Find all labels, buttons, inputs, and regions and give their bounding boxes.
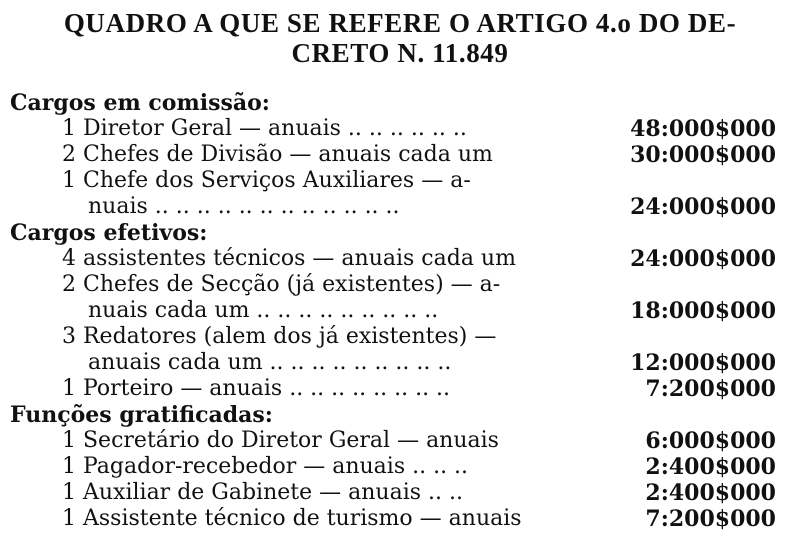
list-item xyxy=(0,246,800,272)
entry-amount: 2:400$000 xyxy=(645,454,776,480)
section-heading-text: Cargos em comissão: xyxy=(10,90,270,116)
entry-amount: 7:200$000 xyxy=(645,506,776,532)
entry-text: 1 Pagador-recebedor — anuais .. .. .. xyxy=(62,454,469,479)
section-heading xyxy=(0,90,800,116)
list-item-continuation xyxy=(0,350,800,376)
list-item xyxy=(0,168,800,194)
entry-text: 2 Chefes de Divisão — anuais cada um xyxy=(62,142,493,167)
entry-text: 1 Porteiro — anuais .. .. .. .. .. .. .. .. xyxy=(62,376,451,401)
section-heading-text: Cargos efetivos: xyxy=(10,220,208,246)
list-item xyxy=(0,272,800,298)
entry-amount: 24:000$000 xyxy=(630,194,776,220)
entry-text: 4 assistentes técnicos — anuais cada um xyxy=(62,246,516,271)
list-item xyxy=(0,428,800,454)
entry-amount: 2:400$000 xyxy=(645,480,776,506)
list-item-continuation xyxy=(0,298,800,324)
entry-amount: 18:000$000 xyxy=(630,298,776,324)
entry-amount: 48:000$000 xyxy=(630,116,776,142)
entry-text: 1 Auxiliar de Gabinete — anuais .. .. xyxy=(62,480,463,505)
entry-continuation: nuais cada um .. .. .. .. .. .. .. .. .. xyxy=(88,298,439,323)
section-heading xyxy=(0,220,800,246)
entry-text: 2 Chefes de Secção (já existentes) — a- xyxy=(62,272,501,297)
entry-amount: 12:000$000 xyxy=(630,350,776,376)
entry-text: 1 Assistente técnico de turismo — anuais xyxy=(62,506,522,531)
entry-continuation: nuais .. .. .. .. .. .. .. .. .. .. .. .. xyxy=(88,194,400,219)
entry-text: 1 Chefe dos Serviços Auxiliares — a- xyxy=(62,168,471,193)
section-heading xyxy=(0,402,800,428)
entry-continuation: anuais cada um .. .. .. .. .. .. .. .. .. xyxy=(88,350,452,375)
list-item xyxy=(0,324,800,350)
list-item xyxy=(0,116,800,142)
section-heading-text: Funções gratificadas: xyxy=(10,402,273,428)
entry-text: 3 Redatores (alem dos já existentes) — xyxy=(62,324,497,349)
list-item xyxy=(0,506,800,532)
entry-amount: 6:000$000 xyxy=(645,428,776,454)
list-item xyxy=(0,480,800,506)
list-item xyxy=(0,376,800,402)
entry-text: 1 Secretário do Diretor Geral — anuais xyxy=(62,428,499,453)
entry-amount: 7:200$000 xyxy=(645,376,776,402)
title-line-1: QUADRO A QUE SE REFERE O ARTIGO 4.o DO DE- xyxy=(63,8,737,38)
entry-amount: 30:000$000 xyxy=(630,142,776,168)
list-item xyxy=(0,454,800,480)
list-item-continuation xyxy=(0,194,800,220)
entry-amount: 24:000$000 xyxy=(630,246,776,272)
title-line-2: CRETO N. 11.849 xyxy=(291,38,509,68)
list-item xyxy=(0,142,800,168)
entry-text: 1 Diretor Geral — anuais .. .. .. .. .. .. xyxy=(62,116,467,141)
